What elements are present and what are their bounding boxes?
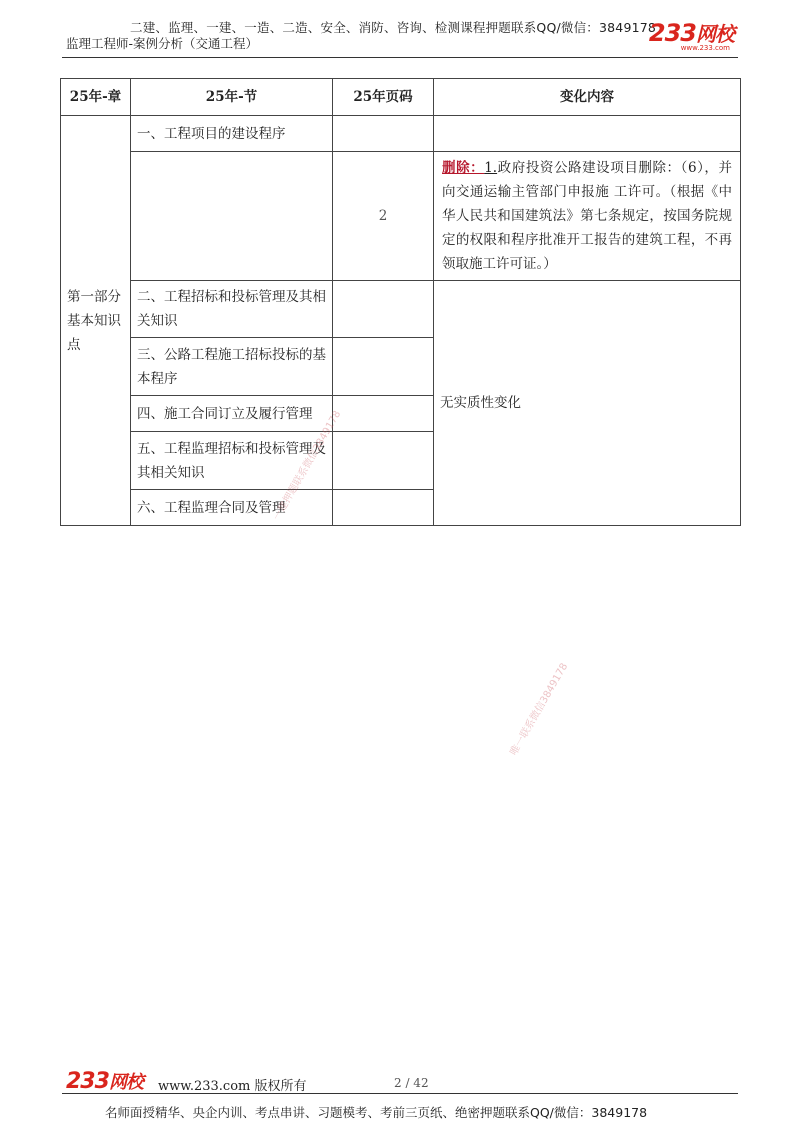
change-cell (434, 152, 741, 281)
section-cell: 六、工程监理合同及管理 (131, 490, 333, 526)
section-cell: 三、公路工程施工招标投标的基本程序 (131, 338, 333, 396)
chapter-cell: 第一部分基本知识点 (61, 116, 131, 526)
header-logo-url: www.233.com (680, 44, 730, 52)
header-courses-line: 二建、监理、一建、一造、二造、安全、消防、咨询、检测课程押题联系QQ/微信：3849178 (130, 20, 657, 35)
section-cell: 一、工程项目的建设程序 (131, 116, 333, 152)
section-cell: 四、施工合同订立及履行管理 (131, 396, 333, 432)
footer-rule (62, 1093, 738, 1094)
no-change-cell: 无实质性变化 (434, 281, 741, 526)
page-cell: 2 (333, 152, 434, 281)
footer-site: www.233.com 版权所有 (158, 1079, 307, 1094)
footer-logo (66, 1071, 143, 1094)
header-logo (649, 21, 734, 46)
table-header-row (61, 79, 741, 116)
watermark-2: 唯一联系微信3849178 (508, 661, 571, 758)
header-rule (62, 57, 738, 58)
table-row (61, 152, 741, 281)
section-cell (131, 152, 333, 281)
header-chapter: 25年-章 (61, 79, 131, 116)
page-number: 2 / 42 (394, 1076, 429, 1090)
delete-label: 删除： (442, 160, 485, 176)
header-logo-cn: 网校 (696, 22, 734, 46)
section-cell: 五、工程监理招标和投标管理及其相关知识 (131, 432, 333, 490)
footer-logo-num: 233 (66, 1069, 109, 1094)
watermark-1: 一建押题联系微信3849178 (271, 409, 344, 523)
table-row (61, 116, 741, 152)
header-page: 25年页码 (333, 79, 434, 116)
header-change: 变化内容 (434, 79, 741, 116)
delete-num: 1. (484, 160, 498, 176)
table-row (61, 281, 741, 338)
changes-table (60, 78, 741, 526)
footer-logo-cn: 网校 (108, 1072, 143, 1093)
header-subtitle: 监理工程师-案例分析（交通工程） (66, 36, 259, 51)
footer-slogan: 名师面授精华、央企内训、考点串讲、习题模考、考前三页纸、绝密押题联系QQ/微信：3849178 (105, 1105, 648, 1120)
delete-text: 政府投资公路建设项目删除：（6），并向交通运输主管部门申报施 工许可。（根据《中华人民共和国建筑法》第七条规定，按国务院规定的权限和程序批准开工报告的建筑工程，不再领取施工许可证。） (442, 160, 732, 272)
header-section: 25年-节 (131, 79, 333, 116)
header-logo-num: 233 (648, 19, 696, 47)
section-cell: 二、工程招标和投标管理及其相关知识 (131, 281, 333, 338)
